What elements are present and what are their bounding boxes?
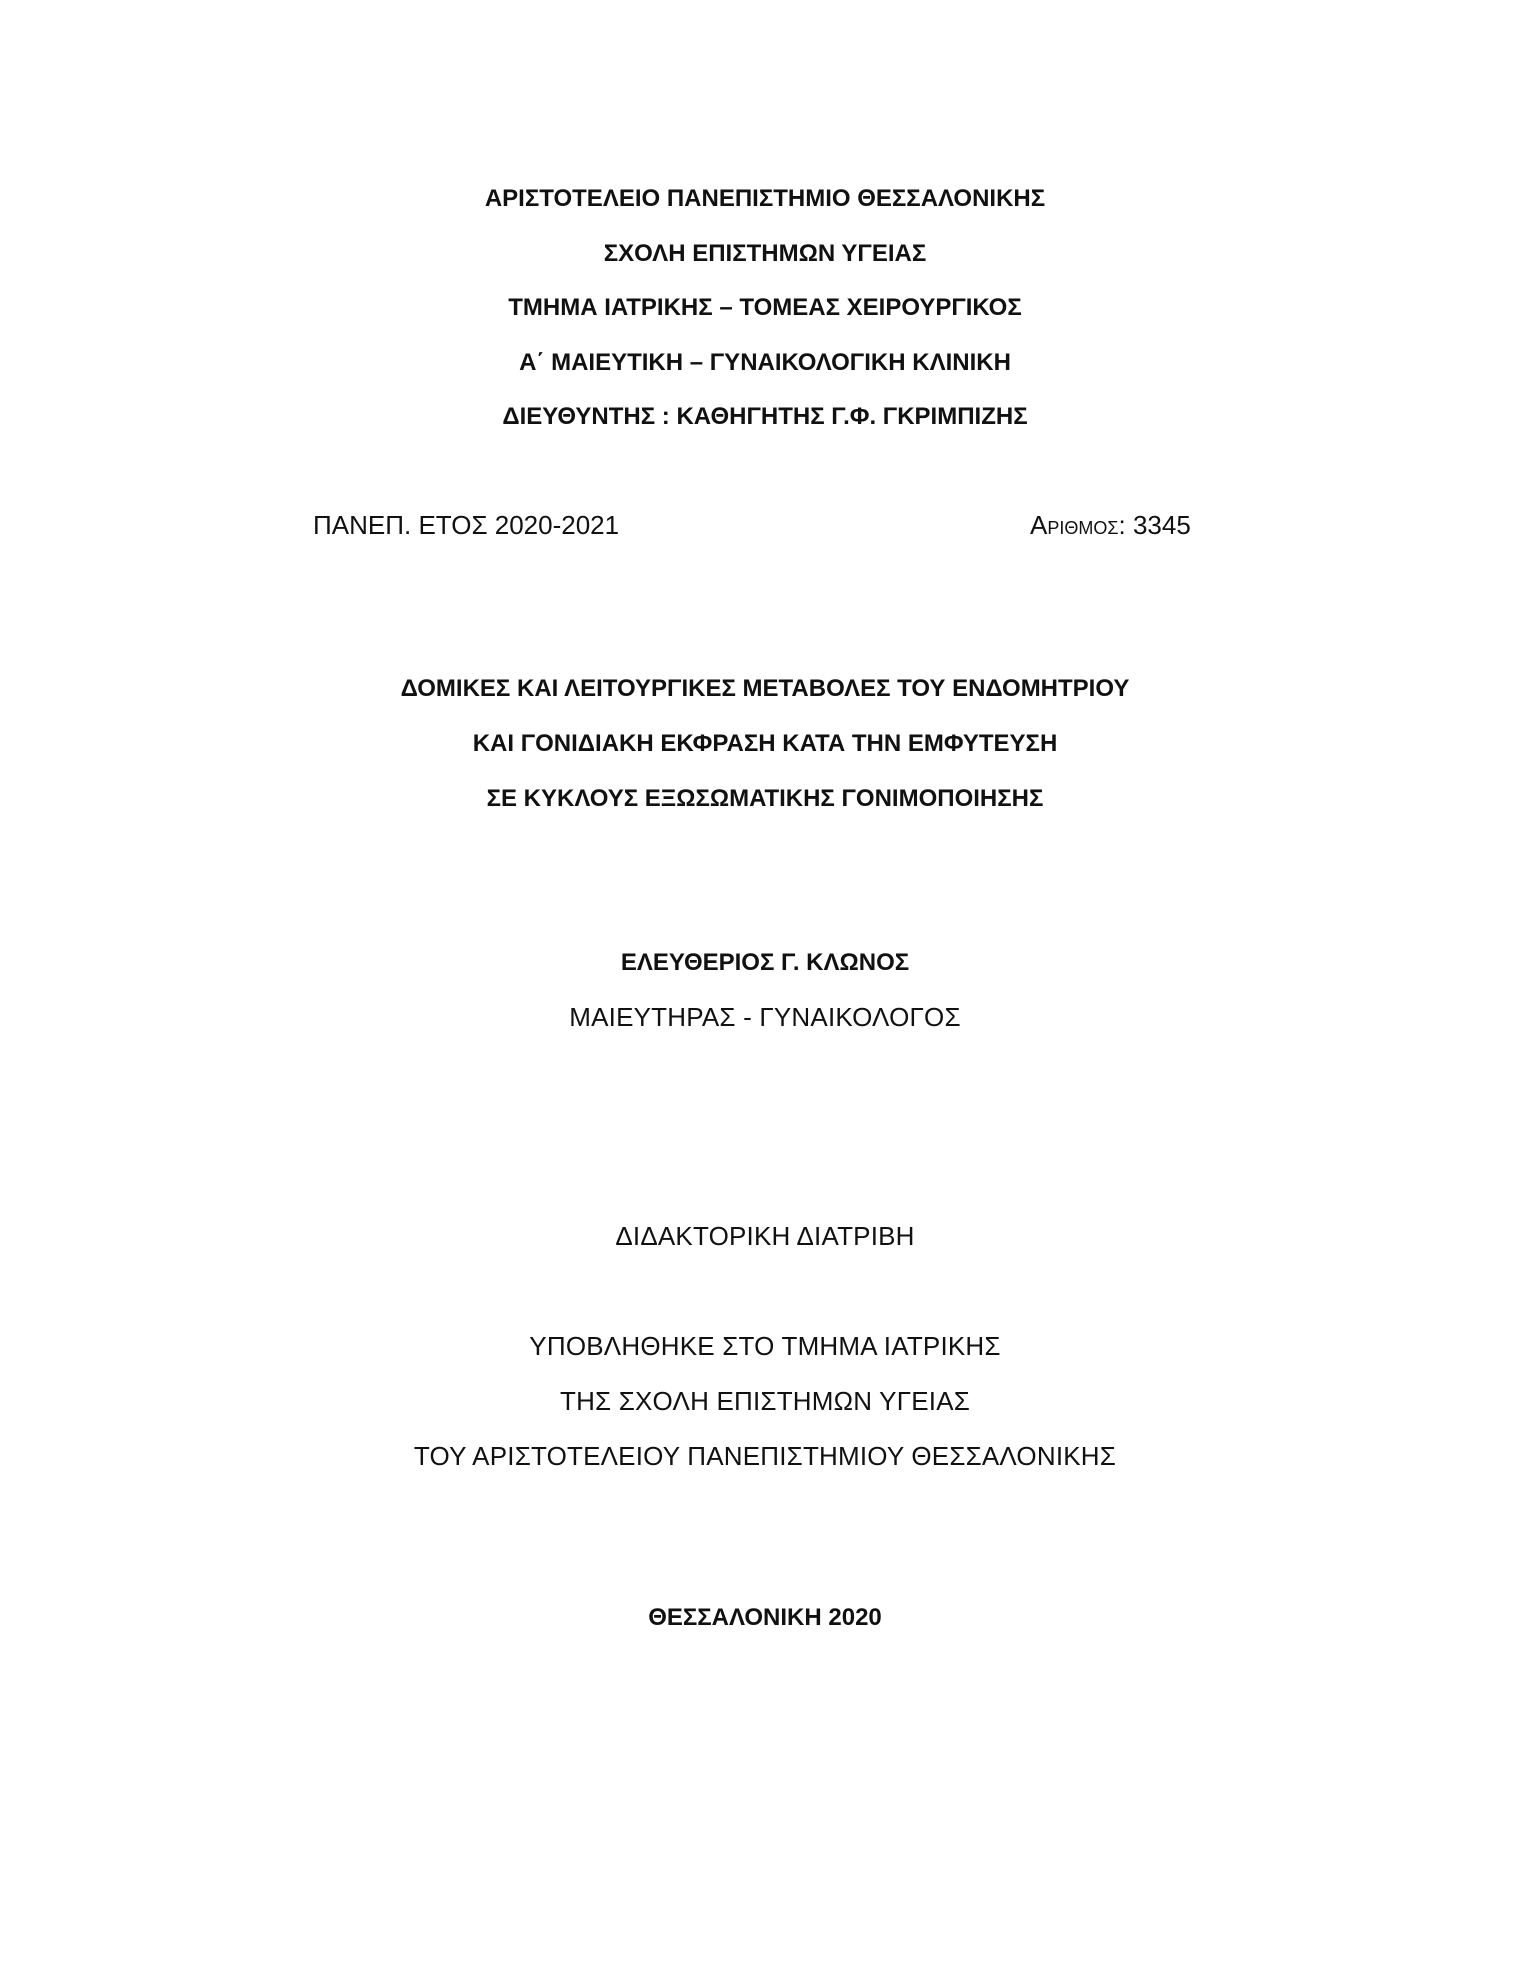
academic-year: ΠΑΝΕΠ. ΕΤΟΣ 2020-2021 xyxy=(313,510,620,540)
thesis-title-line: ΚΑΙ ΓΟΝΙΔΙΑΚΗ ΕΚΦΡΑΣΗ ΚΑΤΑ ΤΗΝ ΕΜΦΥΤΕΥΣΗ xyxy=(472,730,1058,757)
thesis-type: ΔΙΔΑΚΤΟΡΙΚΗ ΔΙΑΤΡΙΒΗ xyxy=(615,1221,915,1251)
director-line: ΔΙΕΥΘΥΝΤΗΣ : ΚΑΘΗΓΗΤΗΣ Γ.Φ. ΓΚΡΙΜΠΙΖΗΣ xyxy=(502,403,1028,430)
thesis-number-label: Αριθμος: xyxy=(1030,510,1126,540)
place-and-date: ΘΕΣΣΑΛΟΝΙΚΗ 2020 xyxy=(648,1604,882,1631)
submission-line: ΤΟΥ ΑΡΙΣΤΟΤΕΛΕΙΟΥ ΠΑΝΕΠΙΣΤΗΜΙΟΥ ΘΕΣΣΑΛΟΝΙΚΗΣ xyxy=(413,1441,1117,1471)
thesis-number xyxy=(1030,512,1191,538)
submission-line: ΥΠΟΒΛΗΘΗΚΕ ΣΤΟ ΤΜΗΜΑ ΙΑΤΡΙΚΗΣ xyxy=(529,1331,1001,1361)
author-profession: ΜΑΙΕΥΤΗΡΑΣ - ΓΥΝΑΙΚΟΛΟΓΟΣ xyxy=(569,1002,961,1032)
thesis-number-value: 3345 xyxy=(1132,510,1191,540)
submission-line: ΤΗΣ ΣΧΟΛΗ ΕΠΙΣΤΗΜΩΝ ΥΓΕΙΑΣ xyxy=(559,1386,971,1416)
clinic-name: Α΄ ΜΑΙΕΥΤΙΚΗ – ΓΥΝΑΙΚΟΛΟΓΙΚΗ ΚΛΙΝΙΚΗ xyxy=(519,349,1011,376)
author-name: ΕΛΕΥΘΕΡΙΟΣ Γ. ΚΛΩΝΟΣ xyxy=(620,949,910,976)
department-name: ΤΜΗΜΑ ΙΑΤΡΙΚΗΣ – ΤΟΜΕΑΣ ΧΕΙΡΟΥΡΓΙΚΟΣ xyxy=(508,294,1022,321)
thesis-title-line: ΔΟΜΙΚΕΣ ΚΑΙ ΛΕΙΤΟΥΡΓΙΚΕΣ ΜΕΤΑΒΟΛΕΣ ΤΟΥ ΕΝΔΟΜΗΤΡΙΟΥ xyxy=(400,675,1130,702)
thesis-title-line: ΣΕ ΚΥΚΛΟΥΣ ΕΞΩΣΩΜΑΤΙΚΗΣ ΓΟΝΙΜΟΠΟΙΗΣΗΣ xyxy=(486,785,1044,812)
school-name: ΣΧΟΛΗ ΕΠΙΣΤΗΜΩΝ ΥΓΕΙΑΣ xyxy=(603,240,927,267)
university-name: ΑΡΙΣΤΟΤΕΛΕΙΟ ΠΑΝΕΠΙΣΤΗΜΙΟ ΘΕΣΣΑΛΟΝΙΚΗΣ xyxy=(484,185,1046,212)
